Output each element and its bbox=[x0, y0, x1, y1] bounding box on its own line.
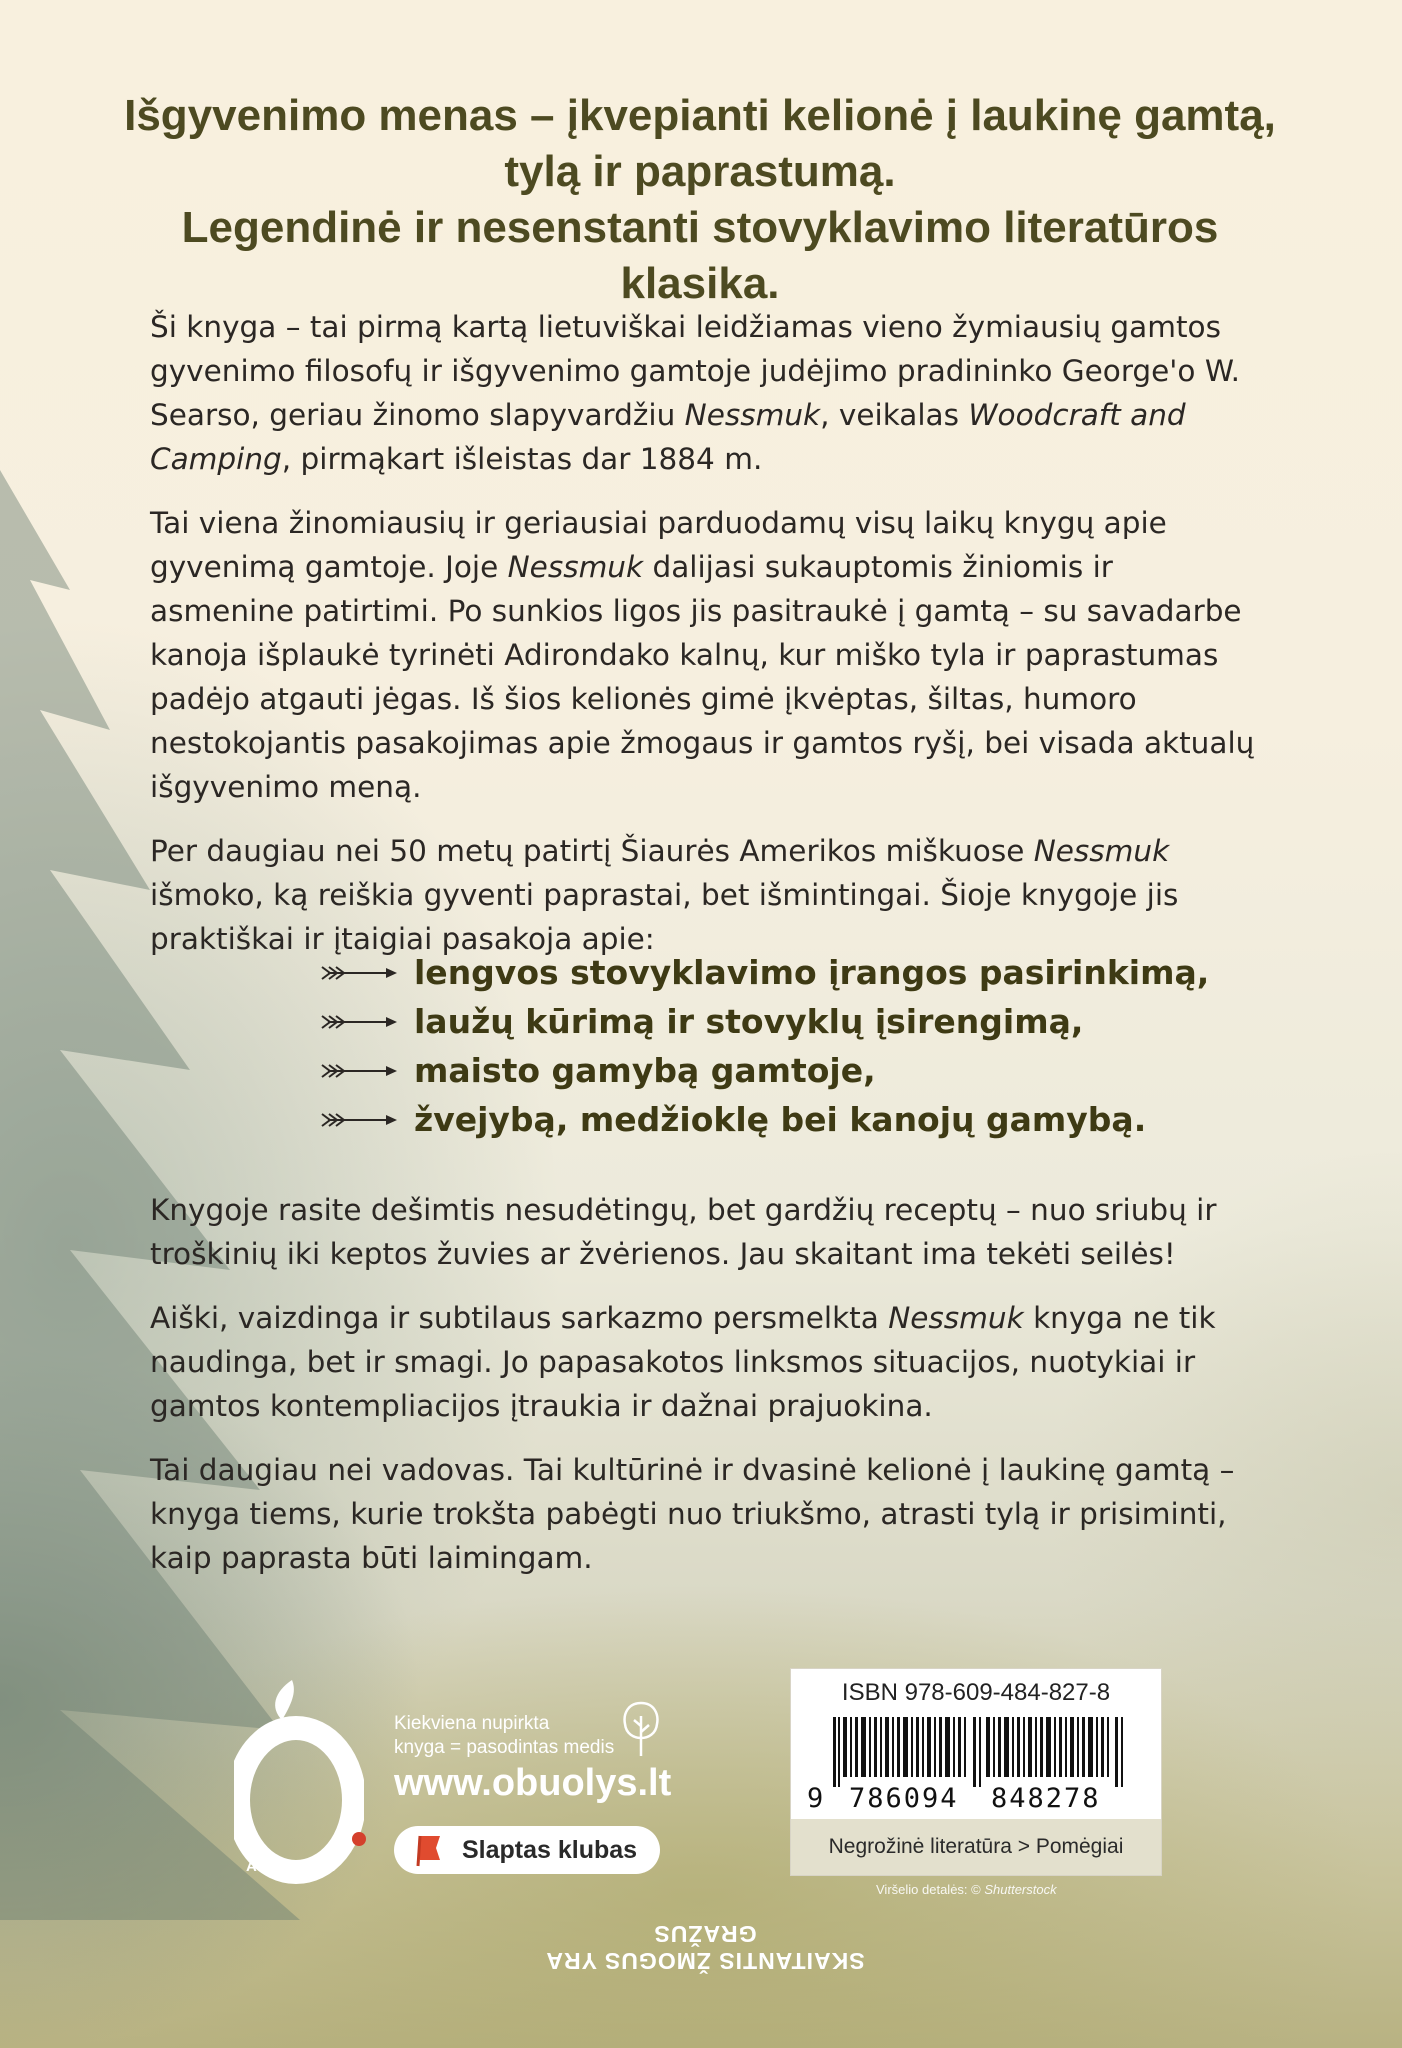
paragraph-3-text-c: išmoko, ką reiškia gyventi paprastai, bet išmintingai. Šioje knygoje jis praktiškai ir įtaigiai pasakoja apie: bbox=[150, 878, 1179, 956]
red-dot bbox=[352, 1832, 366, 1846]
arrow-icon bbox=[320, 1012, 398, 1032]
paragraph-6: Tai daugiau nei vadovas. Tai kultūrinė ir dvasinė kelionė į laukinę gamtą – knyga tiems, kurie trokšta pabėgti nuo triukšmo, atrasti tylą ir prisiminti, kaip paprasta būti laimingam. bbox=[150, 1453, 1235, 1575]
headline-line-1: Išgyvenimo menas – įkvepianti kelionė į laukinę gamtą, bbox=[124, 91, 1276, 140]
paragraph-1-text-e: , pirmąkart išleistas dar 1884 m. bbox=[281, 442, 763, 476]
headline-line-3: Legendinė ir nesenstanti stovyklavimo literatūros klasika. bbox=[181, 203, 1219, 308]
paragraph-3-text-a: Per daugiau nei 50 metų patirtį Šiaurės Amerikos miškuose bbox=[150, 834, 1034, 868]
barcode-box bbox=[790, 1668, 1162, 1876]
list-item bbox=[320, 997, 1220, 1046]
isbn-text: ISBN 978-609-484-827-8 bbox=[841, 1679, 1111, 1706]
publisher-slogan bbox=[394, 1712, 614, 1760]
paragraph-2-italic-nessmuk: Nessmuk bbox=[507, 550, 644, 584]
secret-club-label: Slaptas klubas bbox=[462, 1835, 638, 1864]
paragraph-5-italic-nessmuk: Nessmuk bbox=[888, 1301, 1024, 1335]
slogan-line-1: Kiekviena nupirkta bbox=[394, 1713, 550, 1734]
list-item-label: žvejybą, medžioklę bei kanojų gamybą. bbox=[414, 1100, 1147, 1139]
credit-source: Shutterstock bbox=[984, 1882, 1057, 1897]
flag-badge-icon bbox=[412, 1832, 448, 1868]
credit-text: Viršelio detalės: © bbox=[876, 1882, 985, 1897]
list-item bbox=[320, 1046, 1220, 1095]
arrow-icon bbox=[320, 1061, 398, 1081]
paragraph-2-text-c: dalijasi sukauptomis žiniomis ir asmenine patirtimi. Po sunkios ligos jis pasitraukė į gamtą – su savadarbe kanoja išplaukė tyrinėti Adirondako kalnų, kur miško tyla ir paprastumas padėjo atgauti jėgas. Iš šios kelionės gimė įkvėptas, šiltas, humoro nestokojantis pasakojimas apie žmogaus ir gamtos ryšį, bei visada aktualų išgyvenimo meną. bbox=[150, 550, 1255, 804]
slogan-line-2: knyga = pasodintas medis bbox=[394, 1737, 615, 1758]
paragraph-5 bbox=[150, 1296, 1260, 1428]
barcode-bars bbox=[831, 1717, 1131, 1787]
paragraph-1-italic-title: Woodcraft and Camping bbox=[150, 398, 1186, 476]
barcode-digit-first: 9 bbox=[807, 1783, 826, 1814]
paragraph-5-text-a: Aiški, vaizdinga ir subtilaus sarkazmo persmelkta bbox=[150, 1301, 889, 1335]
category-label: Negrožinė literatūra > Pomėgiai bbox=[791, 1819, 1161, 1875]
arrow-icon bbox=[320, 963, 398, 983]
paragraph-1-italic-nessmuk: Nessmuk bbox=[684, 398, 821, 432]
barcode-digits-right: 848278 bbox=[991, 1783, 1101, 1814]
barcode-digits-left: 786094 bbox=[849, 1783, 959, 1814]
topics-list bbox=[320, 948, 1220, 1144]
list-item bbox=[320, 948, 1220, 997]
anno-label: ANNO 2004 bbox=[246, 1858, 337, 1875]
paragraph-1-text-a: Ši knyga – tai pirmą kartą lietuviškai leidžiamas vieno žymiausių gamtos gyvenimo filosofų ir išgyvenimo gamtoje judėjimo pradininko George'o W. Searso, geriau žinomo slapyvardžiu bbox=[150, 310, 1241, 432]
headline-line-2: tylą ir paprastumą. bbox=[504, 147, 896, 196]
paragraph-5-text-c: knyga ne tik naudinga, bet ir smagi. Jo papasakotos linksmos situacijos, nuotykiai ir gamtos kontempliacijos įtraukia ir dažnai prajuokina. bbox=[150, 1301, 1216, 1423]
arrow-icon bbox=[320, 1110, 398, 1130]
secret-club-button[interactable] bbox=[394, 1826, 660, 1874]
paragraph-4: Knygoje rasite dešimtis nesudėtingų, bet gardžių receptų – nuo sriubų ir troškinių iki keptos žuvies ar žvėrienos. Jau skaitant ima tekėti seilės! bbox=[150, 1193, 1217, 1271]
description-top bbox=[150, 305, 1260, 981]
paragraph-2-text-a: Tai viena žinomiausių ir geriausiai parduodamų visų laikų knygų apie gyvenimą gamtoje. Joje bbox=[150, 506, 1167, 584]
paragraph-2 bbox=[150, 501, 1260, 809]
list-item bbox=[320, 1095, 1220, 1144]
headline bbox=[100, 88, 1300, 312]
list-item-label: lengvos stovyklavimo įrangos pasirinkimą, bbox=[414, 953, 1210, 992]
cover-credit bbox=[876, 1882, 1057, 1897]
paragraph-3-italic-nessmuk: Nessmuk bbox=[1033, 834, 1170, 868]
description-bottom bbox=[150, 1188, 1260, 1600]
bottom-slogan-upside-down: SKAITANTIS ŽMOGUS YRA GRAŽUS bbox=[545, 1921, 865, 1974]
website-link[interactable]: www.obuolys.lt bbox=[394, 1762, 672, 1804]
tree-outline-icon bbox=[620, 1700, 662, 1758]
paragraph-1 bbox=[150, 305, 1260, 481]
list-item-label: laužų kūrimą ir stovyklų įsirengimą, bbox=[414, 1002, 1084, 1041]
paragraph-1-text-c: , veikalas bbox=[820, 398, 969, 432]
list-item-label: maisto gamybą gamtoje, bbox=[414, 1051, 876, 1090]
paragraph-3 bbox=[150, 829, 1260, 961]
